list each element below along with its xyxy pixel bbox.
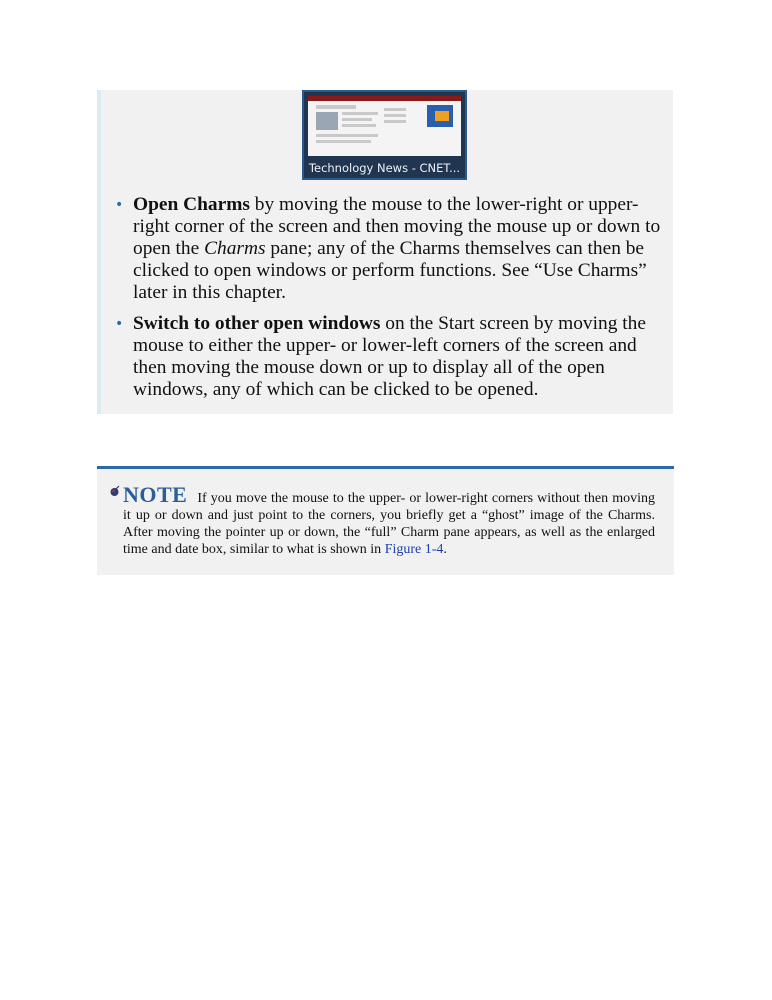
bullet-bold-term: Open Charms xyxy=(133,194,250,215)
thumbnail-text-block xyxy=(316,105,356,109)
list-item-open-charms xyxy=(115,194,665,304)
note-end: . xyxy=(443,542,447,557)
list-item-switch-windows xyxy=(115,313,665,401)
thumbnail-text-block xyxy=(342,118,372,121)
thumbnail-ad-graphic xyxy=(435,111,449,121)
window-thumbnail[interactable] xyxy=(302,90,467,180)
thumbnail-text-block xyxy=(342,124,376,127)
bullet-text: pane; any of the Charms themselves can then be clicked to open windows or perform functions. See “Use Charms” later in this chapter. xyxy=(133,238,647,303)
bullet-list xyxy=(115,194,665,410)
bullet-icon: • xyxy=(115,316,124,332)
bullet-text: by moving the mouse to the lower-right or upper-right corner of the screen and then moving the mouse up or down to open the xyxy=(133,194,661,259)
thumbnail-text-block xyxy=(384,114,406,117)
bullet-icon: • xyxy=(115,197,124,213)
bullet-bold-term: Switch to other open windows xyxy=(133,313,381,334)
note-text xyxy=(123,482,655,558)
bullet-italic-term: Charms xyxy=(204,238,266,259)
thumbnail-text-block xyxy=(316,134,378,137)
content-panel xyxy=(97,90,673,414)
thumbnail-text-block xyxy=(384,108,406,111)
note-box xyxy=(97,466,674,575)
thumbnail-screen xyxy=(308,96,461,156)
note-body: If you move the mouse to the upper- or lower-right corners without then moving it up or down and just point to the corners, you briefly get a “ghost” image of the Charms. After moving the pointer up or down, the “full” Charm pane appears, as well as the enlarged time and date box, similar to what is shown in xyxy=(123,491,655,557)
note-label: NOTE xyxy=(123,482,188,507)
thumbnail-text-block xyxy=(316,140,371,143)
thumbnail-text-block xyxy=(342,112,378,115)
thumbnail-header-bar xyxy=(308,96,461,101)
thumbnail-text-block xyxy=(384,120,406,123)
bullet-text: on the Start screen by moving the mouse to either the upper- or lower-left corners of the screen and then moving the mouse down or up to display all of the open windows, any of which can be clicked to be opened. xyxy=(133,313,646,400)
note-pin-icon xyxy=(109,486,120,497)
thumbnail-image-block xyxy=(316,112,338,130)
figure-link[interactable]: Figure 1-4 xyxy=(384,542,444,557)
thumbnail-caption: Technology News - CNET... xyxy=(308,161,461,175)
